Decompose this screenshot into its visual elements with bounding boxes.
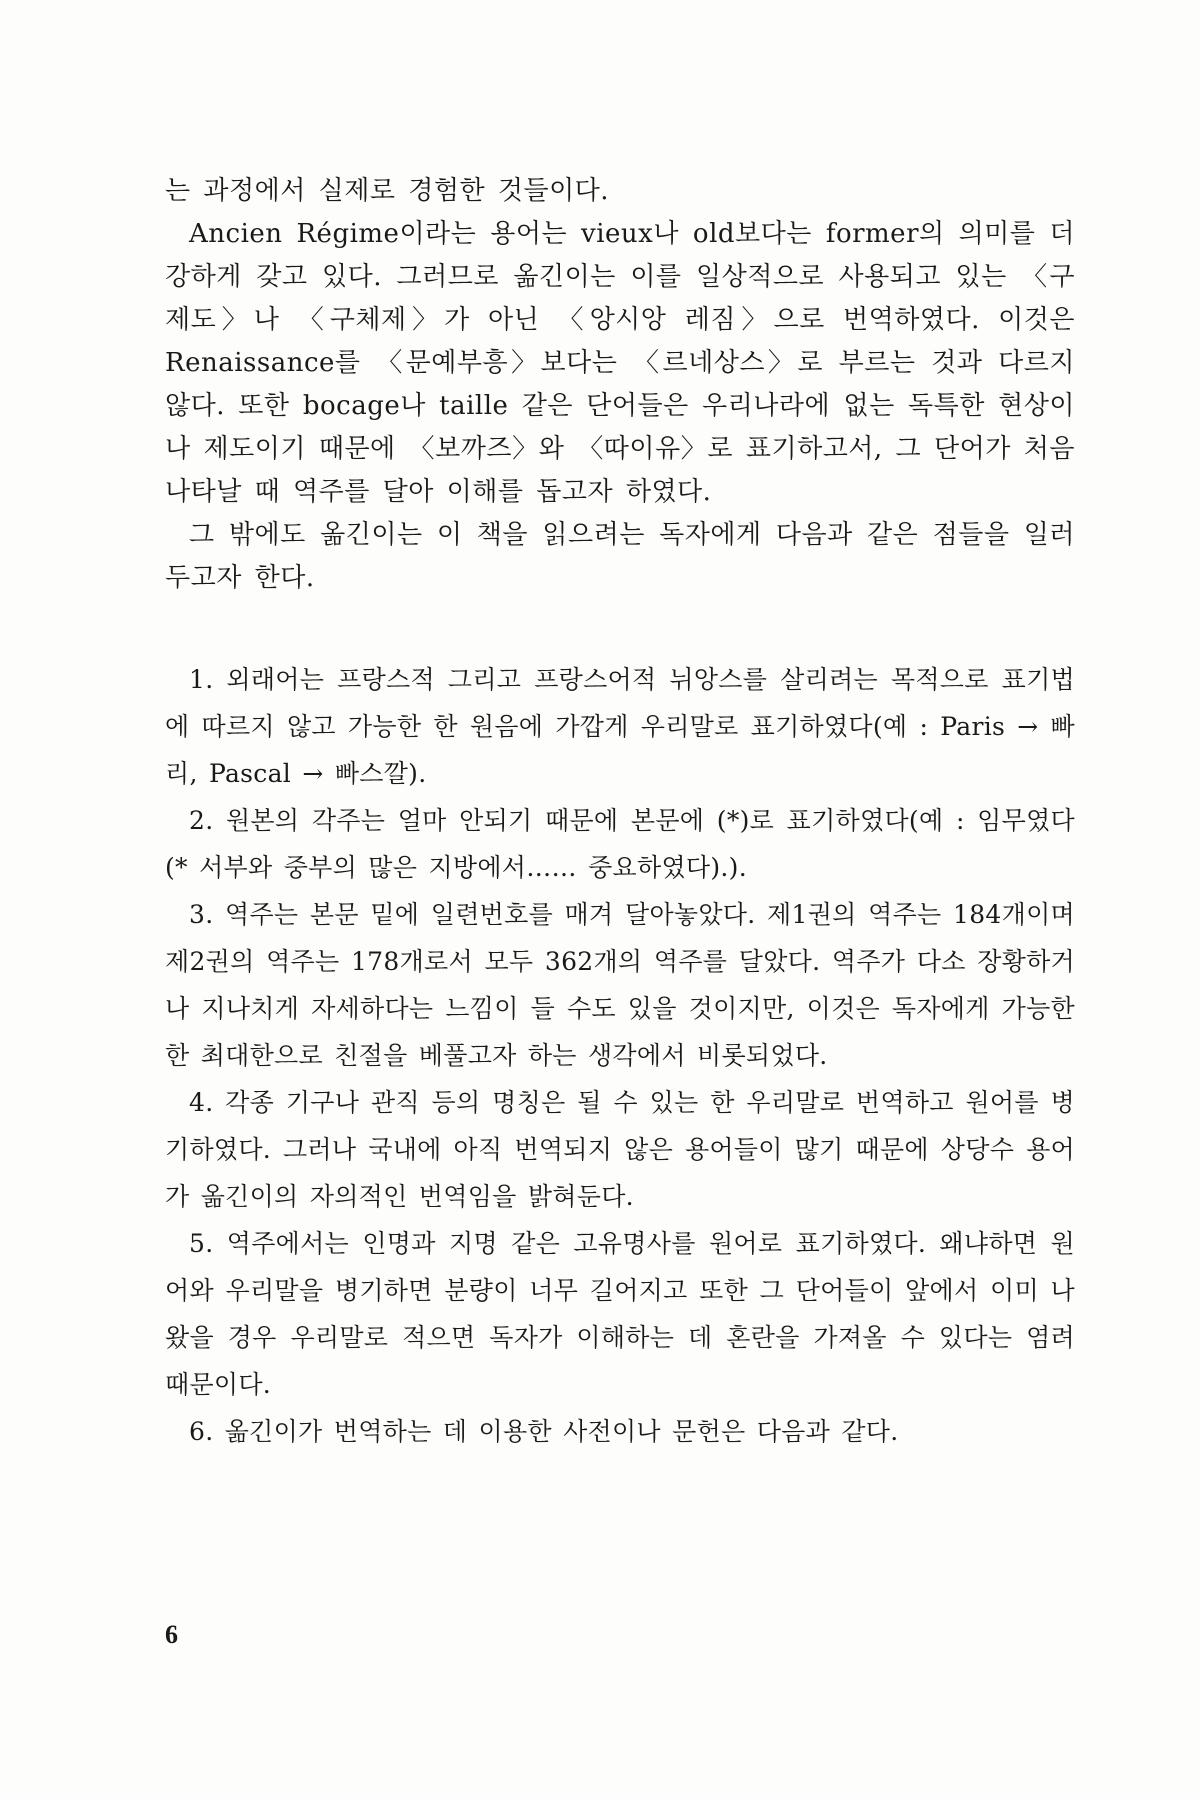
paragraph-continuation: 는 과정에서 실제로 경험한 것들이다. xyxy=(165,176,610,206)
list-item-2: 2. 원본의 각주는 얼마 안되기 때문에 본문에 (*)로 표기하였다(예 : 임무였다(* 서부와 중부의 많은 지방에서…… 중요하였다).). xyxy=(165,806,1075,882)
list-item-3: 3. 역주는 본문 밑에 일련번호를 매겨 달아놓았다. 제1권의 역주는 184개이며 제2권의 역주는 178개로서 모두 362개의 역주를 달았다. 역주가 다소 장황하거나 지나치게 자세하다는 느낌이 들 수도 있을 것이지만, 이것은 독자에게 가능한 한 최대한으로 친절을 베풀고자 하는 생각에서 비롯되었다. xyxy=(165,900,1075,1070)
list-item-4: 4. 각종 기구나 관직 등의 명칭은 될 수 있는 한 우리말로 번역하고 원어를 병기하였다. 그러나 국내에 아직 번역되지 않은 용어들이 많기 때문에 상당수 용어가 옮긴이의 자의적인 번역임을 밝혀둔다. xyxy=(165,1088,1075,1211)
page-body xyxy=(165,170,1075,1455)
page-number: 6 xyxy=(165,1620,178,1649)
paragraph-reader-notes-intro: 그 밖에도 옮긴이는 이 책을 읽으려는 독자에게 다음과 같은 점들을 일러두고자 한다. xyxy=(165,520,1075,593)
paragraph-ancien-regime: Ancien Régime이라는 용어는 vieux나 old보다는 former의 의미를 더 강하게 갖고 있다. 그러므로 옮긴이는 이를 일상적으로 사용되고 있는 〈구제도〉나 〈구체제〉가 아닌 〈앙시앙 레짐〉으로 번역하였다. 이것은 Renaissance를 〈문예부흥〉보다는 〈르네상스〉로 부르는 것과 다르지 않다. 또한 bocage나 taille 같은 단어들은 우리나라에 없는 독특한 현상이나 제도이기 때문에 〈보까즈〉와 〈따이유〉로 표기하고서, 그 단어가 처음 나타날 때 역주를 달아 이해를 돕고자 하였다. xyxy=(165,219,1075,507)
list-item-1: 1. 외래어는 프랑스적 그리고 프랑스어적 뉘앙스를 살리려는 목적으로 표기법에 따르지 않고 가능한 한 원음에 가깝게 우리말로 표기하였다(예 : Paris → 빠리, Pascal → 빠스깔). xyxy=(165,665,1075,788)
list-item-6: 6. 옮긴이가 번역하는 데 이용한 사전이나 문헌은 다음과 같다. xyxy=(189,1417,899,1446)
list-item-5: 5. 역주에서는 인명과 지명 같은 고유명사를 원어로 표기하였다. 왜냐하면 원어와 우리말을 병기하면 분량이 너무 길어지고 또한 그 단어들이 앞에서 이미 나왔을 경우 우리말로 적으면 독자가 이해하는 데 혼란을 가져올 수 있다는 염려 때문이다. xyxy=(165,1229,1075,1399)
section-gap xyxy=(165,600,1075,656)
